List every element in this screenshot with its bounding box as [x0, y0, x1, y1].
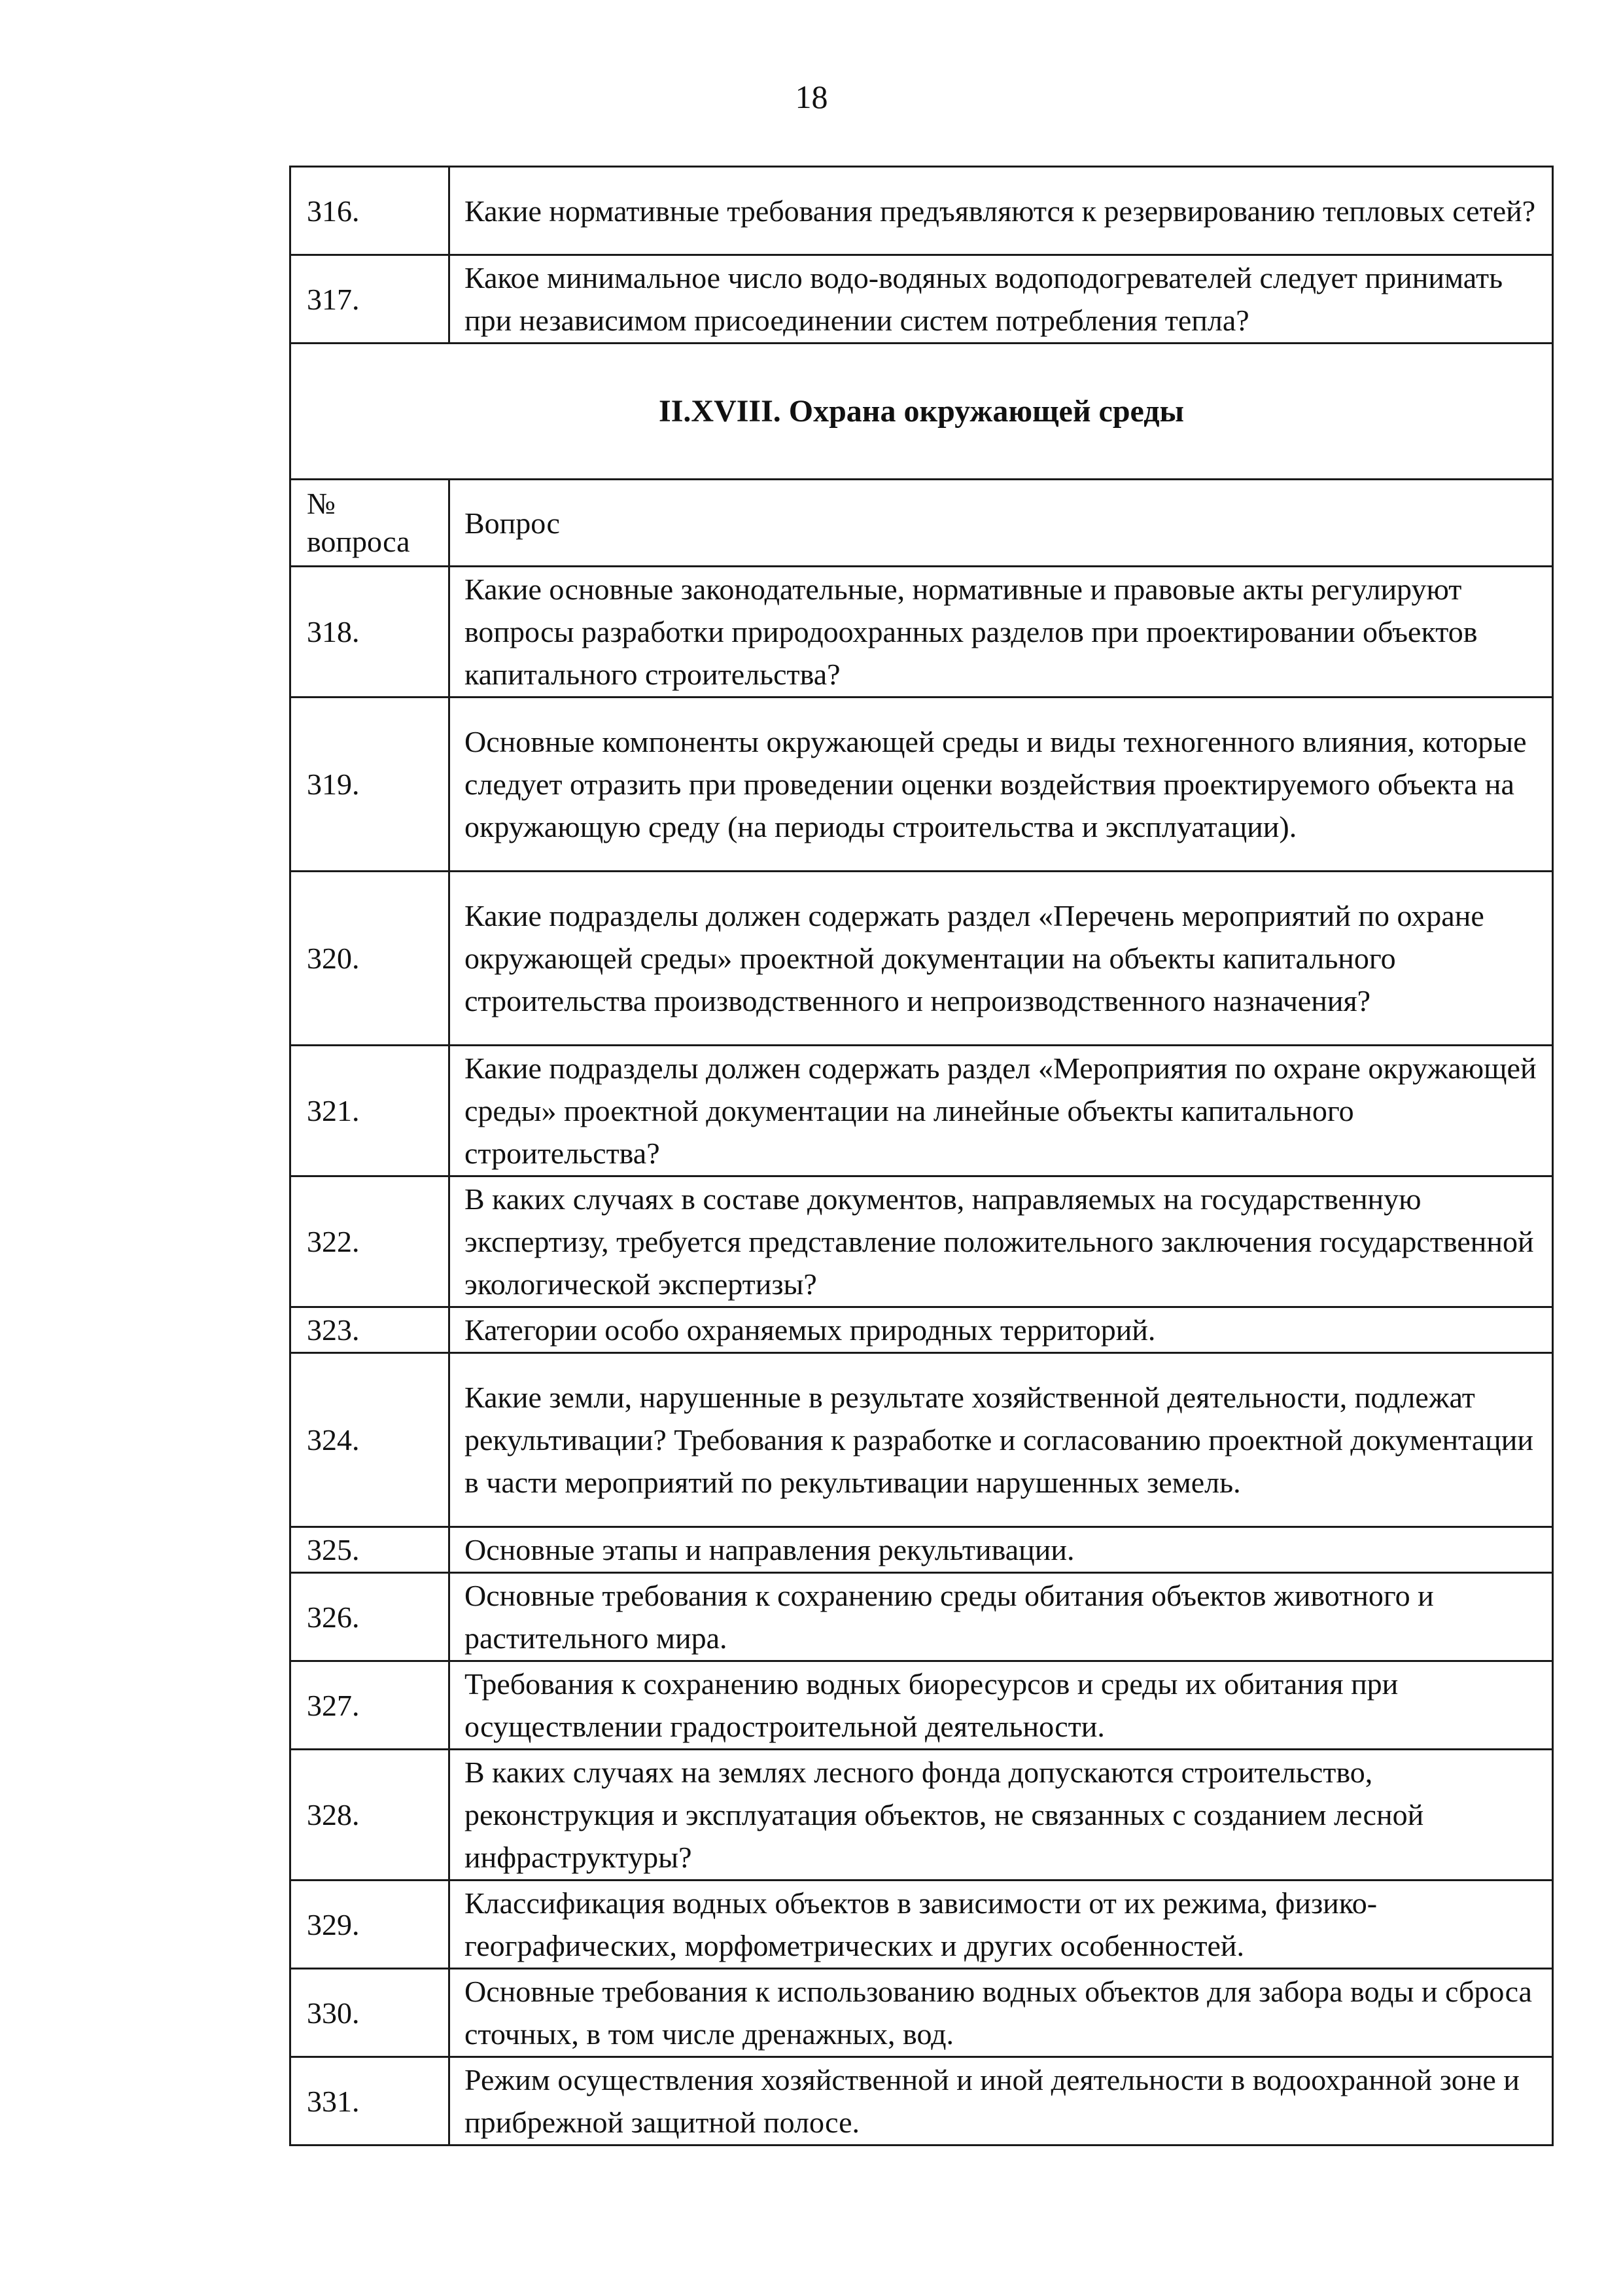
- column-header-question: Вопрос: [449, 480, 1553, 567]
- table-row: [290, 698, 1553, 872]
- table-row: [290, 2057, 1553, 2146]
- question-number: 324.: [290, 1353, 449, 1527]
- question-number: 323.: [290, 1307, 449, 1353]
- table-row: [290, 1969, 1553, 2057]
- section-title: II.XVIII. Охрана окружающей среды: [290, 344, 1553, 480]
- question-number: 330.: [290, 1969, 449, 2057]
- question-number: 316.: [290, 167, 449, 255]
- question-number: 328.: [290, 1750, 449, 1881]
- question-text: Какое минимальное число водо-водяных водоподогревателей следует принимать при независимом присоединении систем потребления тепла?: [449, 255, 1553, 344]
- question-text: Какие основные законодательные, нормативные и правовые акты регулируют вопросы разработки природоохранных разделов при проектировании объектов капитального строительства?: [449, 567, 1553, 698]
- questions-table: [289, 166, 1554, 2146]
- question-number: 319.: [290, 698, 449, 872]
- table-row: [290, 1881, 1553, 1969]
- column-header-number-line1: №: [307, 487, 336, 520]
- question-text: Какие земли, нарушенные в результате хозяйственной деятельности, подлежат рекультивации? Требования к разработке и согласованию проектной документации в части мероприятий по рекультивации нарушенных земель.: [449, 1353, 1553, 1527]
- table-row: [290, 567, 1553, 698]
- question-text: Основные компоненты окружающей среды и виды техногенного влияния, которые следует отразить при проведении оценки воздействия проектируемого объекта на окружающую среду (на периоды строительства и эксплуатации).: [449, 698, 1553, 872]
- question-text: Основные этапы и направления рекультивации.: [449, 1527, 1553, 1573]
- question-number: 325.: [290, 1527, 449, 1573]
- question-text: Какие подразделы должен содержать раздел «Перечень мероприятий по охране окружающей среды» проектной документации на объекты капитального строительства производственного и непроизводственного назначения?: [449, 872, 1553, 1046]
- question-text: Основные требования к сохранению среды обитания объектов животного и растительного мира.: [449, 1573, 1553, 1661]
- table-row: [290, 1353, 1553, 1527]
- question-number: 331.: [290, 2057, 449, 2146]
- question-number: 320.: [290, 872, 449, 1046]
- question-text: Основные требования к использованию водных объектов для забора воды и сброса сточных, в том числе дренажных, вод.: [449, 1969, 1553, 2057]
- column-header-number-line2: вопроса: [307, 525, 410, 558]
- question-text: Какие подразделы должен содержать раздел «Мероприятия по охране окружающей среды» проектной документации на линейные объекты капитального строительства?: [449, 1046, 1553, 1176]
- table-row: [290, 167, 1553, 255]
- table-row: [290, 1527, 1553, 1573]
- question-number: 317.: [290, 255, 449, 344]
- question-number: 329.: [290, 1881, 449, 1969]
- question-number: 326.: [290, 1573, 449, 1661]
- question-text: Категории особо охраняемых природных территорий.: [449, 1307, 1553, 1353]
- question-text: В каких случаях в составе документов, направляемых на государственную экспертизу, требуется представление положительного заключения государственной экологической экспертизы?: [449, 1176, 1553, 1307]
- table-row: [290, 1750, 1553, 1881]
- question-text: Требования к сохранению водных биоресурсов и среды их обитания при осуществлении градостроительной деятельности.: [449, 1661, 1553, 1750]
- column-header-number: [290, 480, 449, 567]
- page-number: 18: [795, 79, 828, 115]
- table-row: [290, 1661, 1553, 1750]
- table-row: [290, 1176, 1553, 1307]
- question-number: 321.: [290, 1046, 449, 1176]
- table-row: [290, 1573, 1553, 1661]
- question-number: 322.: [290, 1176, 449, 1307]
- table-header-row: [290, 480, 1553, 567]
- question-text: Классификация водных объектов в зависимости от их режима, физико-географических, морфометрических и других особенностей.: [449, 1881, 1553, 1969]
- table-row: [290, 255, 1553, 344]
- question-number: 327.: [290, 1661, 449, 1750]
- question-text: Режим осуществления хозяйственной и иной деятельности в водоохранной зоне и прибрежной защитной полосе.: [449, 2057, 1553, 2146]
- table-row: [290, 1307, 1553, 1353]
- question-text: Какие нормативные требования предъявляются к резервированию тепловых сетей?: [449, 167, 1553, 255]
- question-text: В каких случаях на землях лесного фонда допускаются строительство, реконструкция и эксплуатация объектов, не связанных с созданием лесной инфраструктуры?: [449, 1750, 1553, 1881]
- table-row: [290, 872, 1553, 1046]
- table-row: [290, 1046, 1553, 1176]
- section-heading-row: [290, 344, 1553, 480]
- question-number: 318.: [290, 567, 449, 698]
